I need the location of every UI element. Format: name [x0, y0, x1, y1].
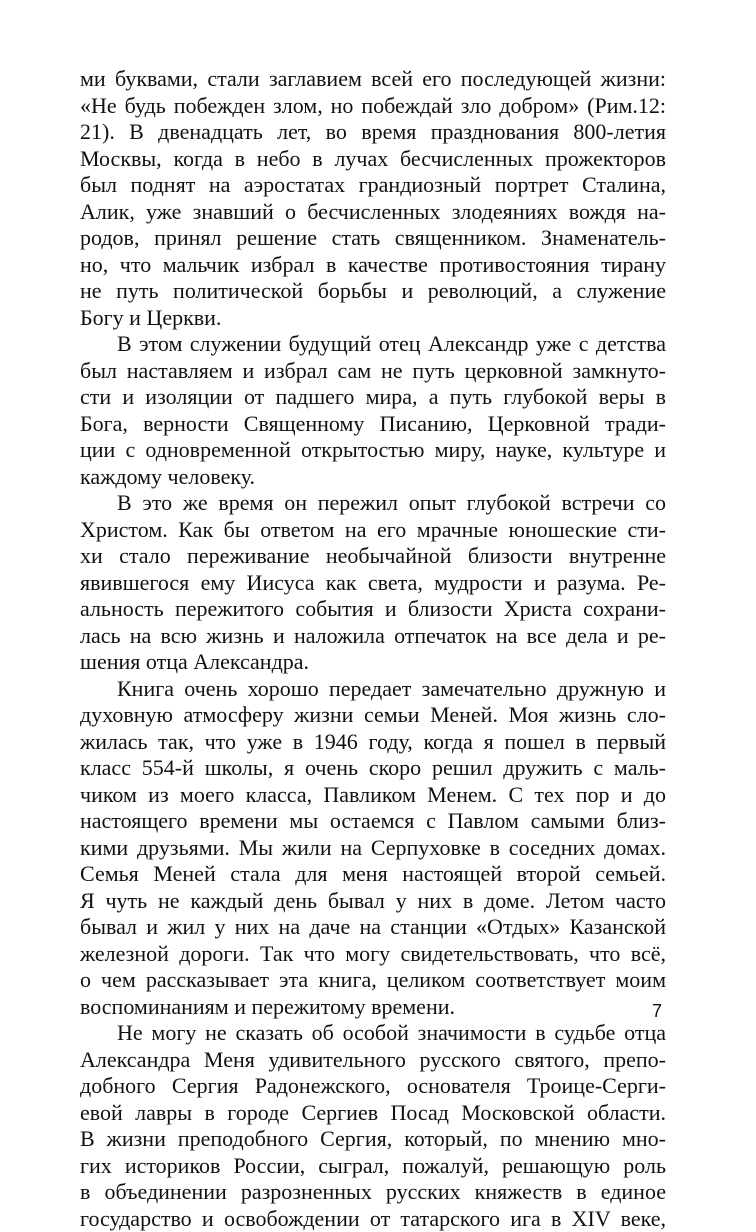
text-line: явившегося ему Иисуса как света, мудрости и разума. Ре- — [80, 570, 666, 597]
text-line: Семья Меней стала для меня настоящей второй семьей. — [80, 861, 666, 888]
text-line: Не могу не сказать об особой значимости в судьбе отца — [80, 1020, 666, 1047]
text-line: но, что мальчик избрал в качестве противостояния тирану — [80, 252, 666, 279]
text-line: государство и освобождении от татарского ига в XIV веке, — [80, 1206, 666, 1232]
text-line: В жизни преподобного Сергия, который, по мнению мно- — [80, 1126, 666, 1153]
text-line: добного Сергия Радонежского, основателя Троице-Серги- — [80, 1073, 666, 1100]
text-line: Книга очень хорошо передает замечательно дружную и — [80, 676, 666, 703]
text-line: был наставляем и избрал сам не путь церковной замкнуто- — [80, 358, 666, 385]
text-line: ции с одновременной открытостью миру, науке, культуре и — [80, 437, 666, 464]
text-line: каждому человеку. — [80, 464, 666, 491]
text-line: бывал и жил у них на даче на станции «Отдых» Казанской — [80, 914, 666, 941]
text-line: шения отца Александра. — [80, 649, 666, 676]
text-line: не путь политической борьбы и революций, а служение — [80, 278, 666, 305]
text-line: был поднят на аэростатах грандиозный портрет Сталина, — [80, 172, 666, 199]
text-line: гих историков России, сыграл, пожалуй, решающую роль — [80, 1153, 666, 1180]
text-line: настоящего времени мы остаемся с Павлом самыми близ- — [80, 808, 666, 835]
text-line: сти и изоляции от падшего мира, а путь глубокой веры в — [80, 384, 666, 411]
text-line: В это же время он пережил опыт глубокой встречи со — [80, 490, 666, 517]
text-line: чиком из моего класса, Павликом Менем. С тех пор и до — [80, 782, 666, 809]
text-line: лась на всю жизнь и наложила отпечаток на все дела и ре- — [80, 623, 666, 650]
text-line: Богу и Церкви. — [80, 305, 666, 332]
text-line: В этом служении будущий отец Александр уже с детства — [80, 331, 666, 358]
text-line: Я чуть не каждый день бывал у них в доме. Летом часто — [80, 888, 666, 915]
text-line: кими друзьями. Мы жили на Серпуховке в соседних домах. — [80, 835, 666, 862]
text-line: Александра Меня удивительного русского святого, препо- — [80, 1047, 666, 1074]
text-line: воспоминаниям и пережитому времени. — [80, 994, 666, 1021]
text-line: Москвы, когда в небо в лучах бесчисленных прожекторов — [80, 146, 666, 173]
text-line: ми буквами, стали заглавием всей его последующей жизни: — [80, 66, 666, 93]
text-line: жилась так, что уже в 1946 году, когда я пошел в первый — [80, 729, 666, 756]
text-line: духовную атмосферу жизни семьи Меней. Моя жизнь сло- — [80, 702, 666, 729]
text-line: альность пережитого события и близости Христа сохрани- — [80, 596, 666, 623]
text-line: железной дороги. Так что могу свидетельствовать, что всё, — [80, 941, 666, 968]
text-line: евой лавры в городе Сергиев Посад Московской области. — [80, 1100, 666, 1127]
page-number: 7 — [622, 1000, 662, 1022]
text-line: 21). В двенадцать лет, во время празднования 800-летия — [80, 119, 666, 146]
text-line: родов, принял решение стать священником. Знаменатель- — [80, 225, 666, 252]
body-text — [80, 66, 666, 1232]
text-line: Христом. Как бы ответом на его мрачные юношеские сти- — [80, 517, 666, 544]
text-line: о чем рассказывает эта книга, целиком соответствует моим — [80, 967, 666, 994]
text-line: «Не будь побежден злом, но побеждай зло добром» (Рим.12: — [80, 93, 666, 120]
text-line: Бога, верности Священному Писанию, Церковной тради- — [80, 411, 666, 438]
text-line: класс 554-й школы, я очень скоро решил дружить с маль- — [80, 755, 666, 782]
text-line: в объединении разрозненных русских княжеств в единое — [80, 1179, 666, 1206]
text-line: Алик, уже знавший о бесчисленных злодеяниях вождя на- — [80, 199, 666, 226]
text-line: хи стало переживание необычайной близости внутренне — [80, 543, 666, 570]
